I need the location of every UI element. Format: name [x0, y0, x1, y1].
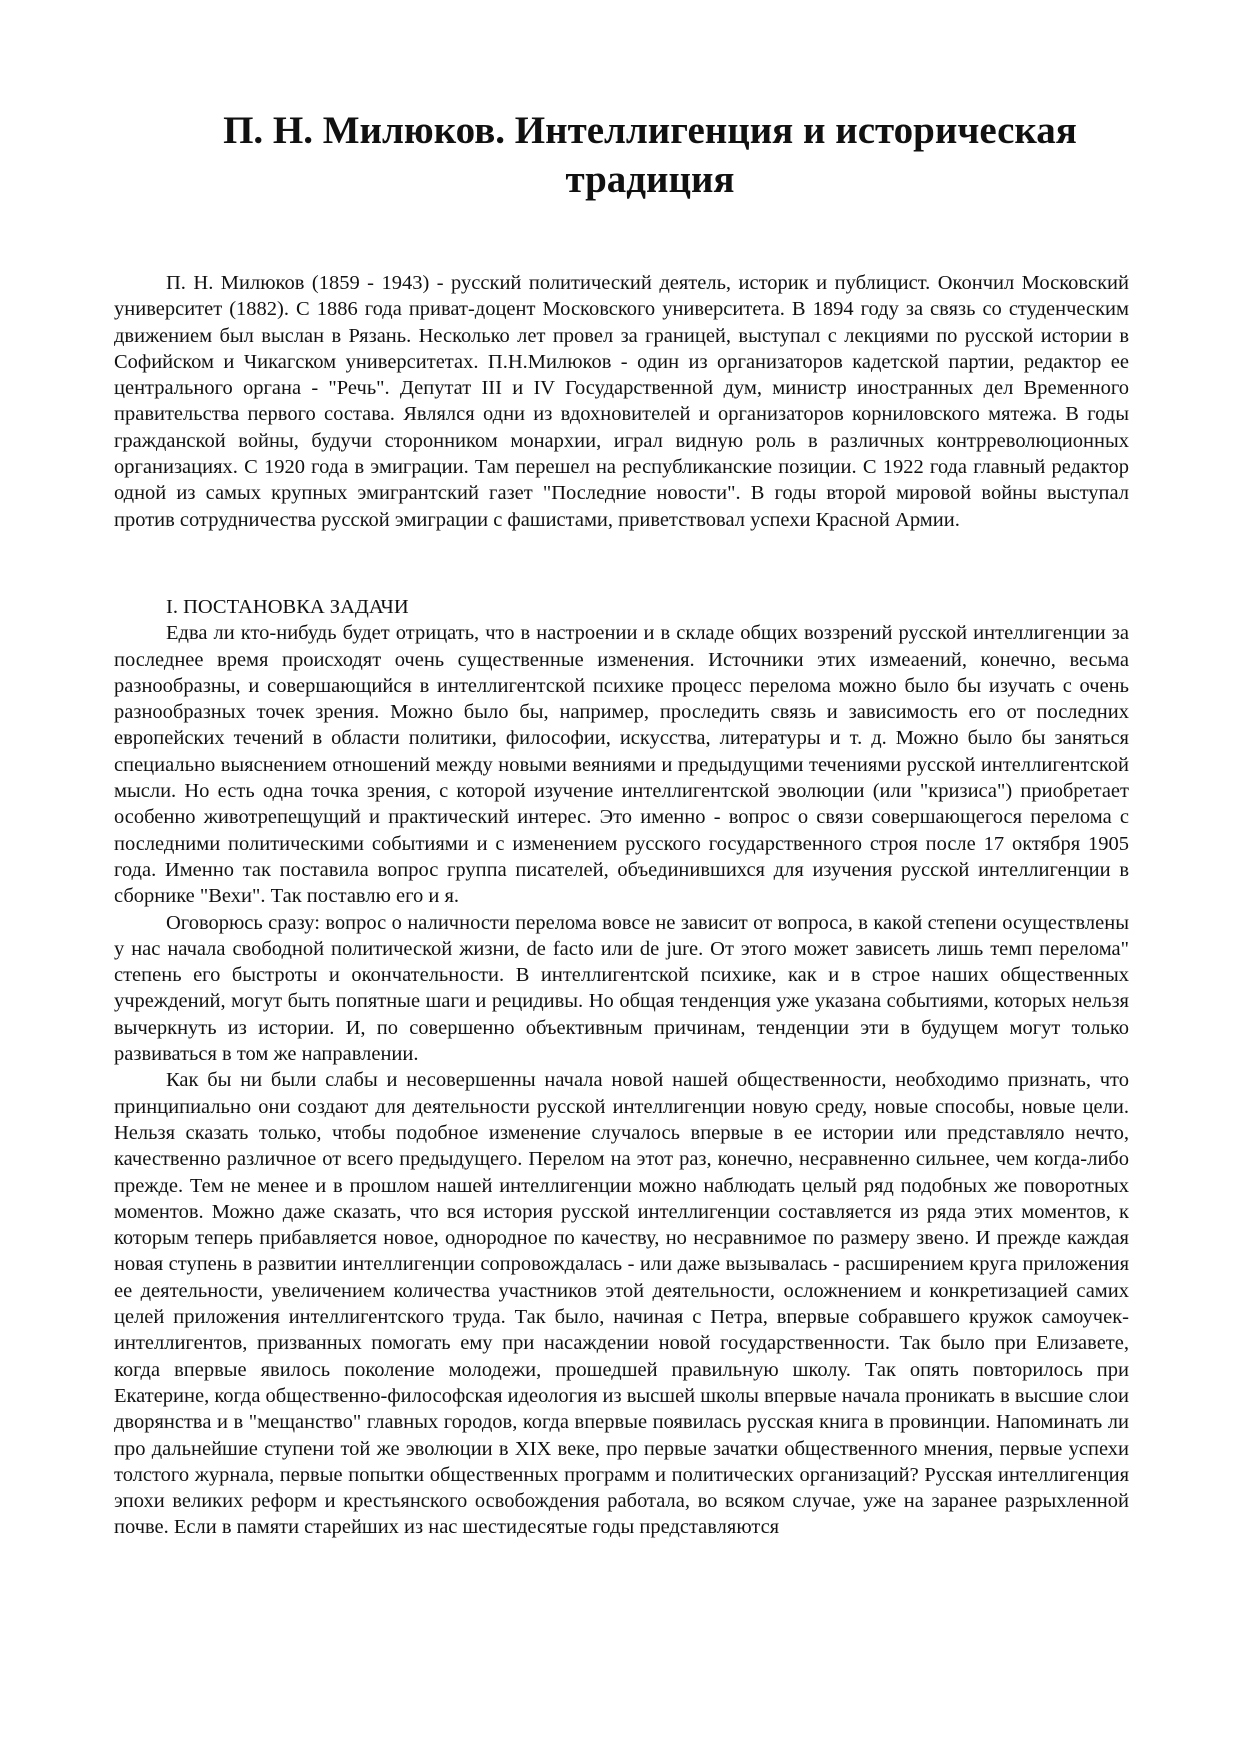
page-title: П. Н. Милюков. Интеллигенция и историческая традиция	[223, 109, 1077, 201]
main-section	[114, 594, 1129, 1541]
intro-block	[114, 270, 1129, 533]
section-heading: I. ПОСТАНОВКА ЗАДАЧИ	[166, 596, 409, 618]
paragraph-1: Едва ли кто-нибудь будет отрицать, что в настроении и в складе общих воззрений русской интеллигенции за последнее время происходят очень существенные изменения. Источники этих измеаений, конечно, весьма разнообразны, и совершающийся в интеллигентской психике процесс перелома можно было бы изучать с очень разнообразных точек зрения. Можно было бы, например, проследить связь и зависимость его от последних европейских течений в области политики, философии, искусства, литературы и т. д. Можно было бы заняться специально выяснением отношений между новыми веяниями и предыдущими течениями русской интеллигентской мысли. Но есть одна точка зрения, с которой изучение интеллигентской эволюции (или "кризиса") приобретает особенно животрепещущий и практический интерес. Это именно - вопрос о связи совершающегося перелома с последними политическими событиями и с изменением русского государственного строя после 17 октября 1905 года. Именно так поставила вопрос группа писателей, объединившихся для изучения русской интеллигенции в сборнике "Вехи". Так поставлю его и я.	[114, 622, 1129, 908]
intro-paragraph: П. Н. Милюков (1859 - 1943) - русский политический деятель, историк и публицист. Окончил Московский университет (1882). С 1886 года приват-доцент Московского университета. В 1894 году за связь со студенческим движением был выслан в Рязань. Несколько лет провел за границей, выступал с лекциями по русской истории в Софийском и Чикагском университетах. П.Н.Милюков - один из организаторов кадетской партии, редактор ее центрального органа - "Речь". Депутат III и IV Государственной дум, министр иностранных дел Временного правительства первого состава. Являлся одни из вдохновителей и организаторов корниловского мятежа. В годы гражданской войны, будучи сторонником монархии, играл видную роль в различных контрреволюционных организациях. С 1920 года в эмиграции. Там перешел на республиканские позиции. С 1922 года главный редактор одной из самых крупных эмигрантский газет "Последние новости". В годы второй мировой войны выступал против сотрудничества русской эмиграции с фашистами, приветствовал успехи Красной Армии.	[114, 272, 1129, 531]
paragraph-3: Как бы ни были слабы и несовершенны начала новой нашей общественности, необходимо признать, что принципиально они создают для деятельности русской интеллигенции новую среду, новые способы, новые цели. Нельзя сказать только, чтобы подобное изменение случалось впервые в ее истории или представляло нечто, качественно различное от всего предыдущего. Перелом на этот раз, конечно, несравненно сильнее, чем когда-либо прежде. Тем не менее и в прошлом нашей интеллигенции можно наблюдать целый ряд подобных же поворотных моментов. Можно даже сказать, что вся история русской интеллигенции составляется из ряда этих моментов, к которым теперь прибавляется новое, однородное по качеству, но несравнимое по размеру звено. И прежде каждая новая ступень в развитии интеллигенции сопровождалась - или даже вызывалась - расширением круга приложения ее деятельности, увеличением количества участников этой деятельности, осложнением и конкретизацией самих целей приложения интеллигентского труда. Так было, начиная с Петра, впервые собравшего кружок самоучек-интеллигентов, призванных помогать ему при насаждении новой государственности. Так было при Елизавете, когда впервые явилось поколение молодежи, прошедшей правильную школу. Так опять повторилось при Екатерине, когда общественно-философская идеология из высшей школы впервые начала проникать в высшие слои дворянства и в "мещанство" главных городов, когда впервые появилась русская книга в провинции. Напоминать ли про дальнейшие ступени той же эволюции в XIX веке, про первые зачатки общественного мнения, первые успехи толстого журнала, первые попытки общественных программ и политических организаций? Русская интеллигенция эпохи великих реформ и крестьянского освобождения работала, во всяком случае, уже на заранее разрыхленной почве. Если в памяти старейших из нас шестидесятые годы представляются	[114, 1069, 1129, 1539]
paragraph-2: Оговорюсь сразу: вопрос о наличности перелома вовсе не зависит от вопроса, в какой степени осуществлены у нас начала свободной политической жизни, de facto или de jure. От этого может зависеть лишь темп перелома" степень его быстроты и окончательности. В интеллигентской психике, как и в строе наших общественных учреждений, могут быть попятные шаги и рецидивы. Но общая тенденция уже указана событиями, которых нельзя вычеркнуть из истории. И, по совершенно объективным причинам, тенденции эти в будущем могут только развиваться в том же направлении.	[114, 911, 1129, 1066]
